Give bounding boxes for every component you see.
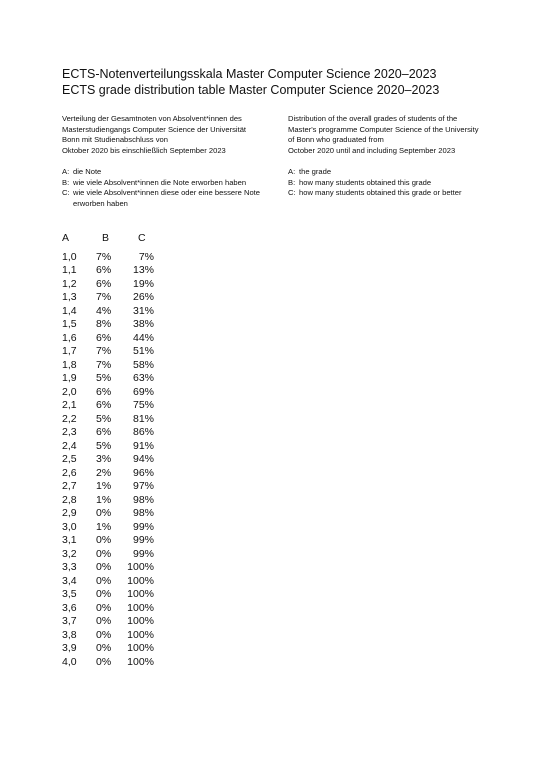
legend-key: C: — [62, 188, 70, 197]
legend-text: wie viele Absolvent*innen diese oder eine bessere Note erworben haben — [73, 188, 261, 208]
table-row — [62, 615, 154, 629]
table-row — [62, 413, 154, 427]
grade-cell: 2,2 — [62, 412, 77, 425]
table-row — [62, 602, 154, 616]
cumulative-cell: 86% — [132, 426, 154, 438]
share-cell: 0% — [96, 628, 112, 641]
grade-cell: 3,6 — [62, 601, 77, 614]
grade-cell: 1,5 — [62, 318, 77, 330]
grade-cell: 2,3 — [62, 426, 77, 438]
cumulative-cell: 100% — [127, 628, 154, 641]
cumulative-cell: 51% — [132, 345, 154, 357]
table-row — [62, 588, 154, 602]
share-cell: 5% — [96, 372, 112, 384]
share-cell: 6% — [96, 264, 112, 276]
cumulative-cell: 19% — [132, 277, 154, 290]
german-intro-line: Verteilung der Gesamtnoten von Absolvent*innen des — [62, 114, 242, 123]
english-intro — [288, 114, 503, 156]
cumulative-cell: 100% — [127, 561, 154, 573]
legend-key: A: — [62, 167, 70, 176]
table-row — [62, 318, 154, 332]
grade-cell: 2,9 — [62, 507, 77, 519]
grade-cell: 2,8 — [62, 493, 77, 506]
cumulative-cell: 97% — [132, 480, 154, 492]
legend-text: how many students obtained this grade or better — [299, 188, 462, 197]
cumulative-cell: 99% — [132, 534, 154, 546]
grade-cell: 1,3 — [62, 291, 77, 303]
grade-cell: 1,1 — [62, 264, 77, 276]
table-row — [62, 534, 154, 548]
share-cell: 0% — [96, 547, 112, 560]
cumulative-cell: 31% — [132, 304, 154, 317]
share-cell: 0% — [96, 588, 112, 600]
cumulative-cell: 98% — [132, 507, 154, 519]
share-cell: 0% — [96, 561, 112, 573]
cumulative-cell: 98% — [132, 493, 154, 506]
table-row — [62, 467, 154, 481]
share-cell: 7% — [96, 250, 112, 263]
table-row — [62, 399, 154, 413]
legend-key: C: — [288, 188, 296, 197]
table-row — [62, 656, 154, 670]
table-row — [62, 629, 154, 643]
grade-cell: 2,0 — [62, 385, 77, 398]
table-header-row — [62, 232, 154, 246]
legend-text: the grade — [299, 167, 332, 176]
share-cell: 0% — [96, 642, 112, 654]
cumulative-cell: 44% — [132, 331, 154, 344]
english-description — [288, 114, 503, 199]
grade-cell: 2,5 — [62, 453, 77, 465]
grade-cell: 3,0 — [62, 520, 77, 533]
cumulative-cell: 38% — [132, 318, 154, 330]
cumulative-cell: 81% — [132, 412, 154, 425]
legend-text: wie viele Absolvent*innen die Note erworben haben — [73, 177, 247, 187]
grade-cell: 1,6 — [62, 331, 77, 344]
table-row — [62, 372, 154, 386]
grade-cell: 1,4 — [62, 304, 77, 317]
share-cell: 7% — [96, 291, 112, 303]
grade-cell: 2,1 — [62, 399, 77, 411]
table-row — [62, 507, 154, 521]
cumulative-cell: 13% — [132, 264, 154, 276]
grade-cell: 4,0 — [62, 655, 77, 668]
share-cell: 7% — [96, 345, 112, 357]
german-legend-item-c — [62, 188, 274, 209]
german-legend — [62, 167, 274, 209]
table-row — [62, 359, 154, 373]
share-cell: 5% — [96, 412, 112, 425]
english-legend-item-a — [288, 167, 503, 178]
share-cell: 1% — [96, 480, 112, 492]
cumulative-cell: 100% — [127, 574, 154, 587]
german-description — [62, 114, 274, 209]
grade-cell: 3,2 — [62, 547, 77, 560]
share-cell: 0% — [96, 574, 112, 587]
table-row — [62, 345, 154, 359]
table-row — [62, 426, 154, 440]
grade-cell: 3,8 — [62, 628, 77, 641]
german-legend-item-b — [62, 178, 274, 189]
english-legend-item-c — [288, 188, 503, 199]
cumulative-cell: 63% — [132, 372, 154, 384]
cumulative-cell: 99% — [132, 520, 154, 533]
grade-cell: 1,8 — [62, 358, 77, 371]
cumulative-cell: 100% — [127, 615, 154, 627]
share-cell: 0% — [96, 534, 112, 546]
table-row — [62, 494, 154, 508]
grade-cell: 1,7 — [62, 345, 77, 357]
document-title-german: ECTS-Notenverteilungsskala Master Computer Science 2020–2023 — [62, 67, 437, 81]
share-cell: 6% — [96, 277, 112, 290]
share-cell: 1% — [96, 520, 112, 533]
share-cell: 7% — [96, 358, 112, 371]
table-row — [62, 440, 154, 454]
german-intro-line: Masterstudiengangs Computer Science der Universität — [62, 124, 247, 134]
table-row — [62, 264, 154, 278]
grade-cell: 1,0 — [62, 250, 77, 263]
table-row — [62, 521, 154, 535]
grade-cell: 3,3 — [62, 561, 77, 573]
cumulative-cell: 91% — [132, 439, 154, 452]
column-header-cumulative: C — [138, 232, 146, 244]
english-legend — [288, 167, 503, 199]
share-cell: 8% — [96, 318, 112, 330]
column-header-grade: A — [62, 232, 70, 244]
share-cell: 2% — [96, 466, 112, 479]
grade-cell: 2,7 — [62, 480, 77, 492]
share-cell: 0% — [96, 507, 112, 519]
table-body — [62, 251, 154, 670]
share-cell: 0% — [96, 601, 112, 614]
legend-text: how many students obtained this grade — [299, 177, 432, 187]
legend-key: B: — [288, 177, 296, 187]
share-cell: 4% — [96, 304, 112, 317]
table-row — [62, 548, 154, 562]
table-row — [62, 480, 154, 494]
legend-text: die Note — [73, 167, 102, 176]
grade-cell: 2,4 — [62, 439, 77, 452]
share-cell: 6% — [96, 331, 112, 344]
share-cell: 6% — [96, 385, 112, 398]
legend-key: B: — [62, 177, 70, 187]
table-row — [62, 453, 154, 467]
cumulative-cell: 100% — [127, 601, 154, 614]
german-intro-line: Bonn mit Studienabschluss von — [62, 135, 168, 144]
cumulative-cell: 94% — [132, 453, 154, 465]
table-row — [62, 305, 154, 319]
table-row — [62, 561, 154, 575]
cumulative-cell: 100% — [127, 655, 154, 668]
cumulative-cell: 7% — [138, 250, 154, 263]
german-intro-line: Oktober 2020 bis einschließlich September 2023 — [62, 145, 226, 155]
grade-cell: 1,2 — [62, 277, 77, 290]
table-row — [62, 575, 154, 589]
share-cell: 6% — [96, 426, 112, 438]
table-row — [62, 386, 154, 400]
share-cell: 3% — [96, 453, 112, 465]
grade-cell: 1,9 — [62, 372, 77, 384]
table-row — [62, 642, 154, 656]
share-cell: 0% — [96, 655, 112, 668]
cumulative-cell: 58% — [132, 358, 154, 371]
english-legend-item-b — [288, 178, 503, 189]
grade-cell: 3,4 — [62, 574, 77, 587]
english-intro-line: October 2020 until and including September 2023 — [288, 145, 456, 155]
grade-cell: 2,6 — [62, 466, 77, 479]
cumulative-cell: 99% — [132, 547, 154, 560]
grade-distribution-table — [62, 232, 154, 669]
document-title-english: ECTS grade distribution table Master Computer Science 2020–2023 — [62, 83, 440, 97]
english-intro-line: of Bonn who graduated from — [288, 135, 384, 144]
share-cell: 1% — [96, 493, 112, 506]
legend-key: A: — [288, 167, 296, 176]
share-cell: 5% — [96, 439, 112, 452]
cumulative-cell: 26% — [132, 291, 154, 303]
column-header-share: B — [102, 232, 110, 244]
share-cell: 0% — [96, 615, 112, 627]
share-cell: 6% — [96, 399, 112, 411]
grade-cell: 3,9 — [62, 642, 77, 654]
cumulative-cell: 69% — [132, 385, 154, 398]
grade-cell: 3,7 — [62, 615, 77, 627]
table-row — [62, 332, 154, 346]
cumulative-cell: 100% — [127, 642, 154, 654]
english-intro-line: Distribution of the overall grades of students of the — [288, 114, 458, 123]
german-intro — [62, 114, 274, 156]
table-row — [62, 278, 154, 292]
grade-cell: 3,1 — [62, 534, 77, 546]
english-intro-line: Master's programme Computer Science of the University — [288, 124, 479, 134]
table-row — [62, 291, 154, 305]
cumulative-cell: 96% — [132, 466, 154, 479]
german-legend-item-a — [62, 167, 274, 178]
table-row — [62, 251, 154, 265]
grade-cell: 3,5 — [62, 588, 77, 600]
cumulative-cell: 100% — [127, 588, 154, 600]
cumulative-cell: 75% — [132, 399, 154, 411]
